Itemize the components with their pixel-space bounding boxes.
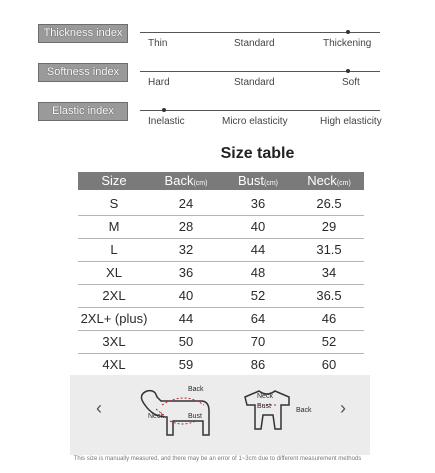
cell-back: 24: [178, 196, 194, 211]
cell-back: 44: [178, 311, 194, 326]
thickness-marker: [346, 30, 350, 34]
cell-back: 50: [178, 334, 194, 349]
dog-label-bust: Bust: [188, 413, 203, 420]
cell-size: S: [109, 196, 119, 211]
header-bust: Bust(cm): [237, 173, 278, 188]
thickness-option-thickening: Thickening: [323, 38, 372, 49]
cell-size: 2XL+ (plus): [80, 311, 148, 326]
elastic-scale-line: [140, 110, 380, 111]
cell-neck: 26.5: [316, 196, 342, 211]
cell-bust: 40: [250, 219, 266, 234]
cell-neck: 31.5: [316, 242, 342, 257]
cell-back: 59: [178, 357, 194, 372]
cell-size: XL: [106, 265, 122, 280]
softness-option-hard: Hard: [148, 77, 170, 88]
chevron-right-icon[interactable]: ›: [340, 398, 346, 418]
table-row: [78, 215, 364, 238]
cell-neck: 60: [321, 357, 337, 372]
softness-option-standard: Standard: [234, 77, 275, 88]
table-row: [78, 353, 364, 376]
header-back: Back(cm): [164, 173, 208, 188]
elastic-option-high: High elasticity: [320, 116, 382, 127]
dog-label-back: Back: [188, 386, 204, 393]
header-neck: Neck(cm): [307, 173, 351, 188]
elastic-index-label: Elastic index: [38, 102, 128, 121]
cell-bust: 70: [250, 334, 266, 349]
thickness-index-label: Thickness index: [38, 24, 128, 43]
cell-size: 4XL: [102, 357, 126, 372]
garment-label-back: Back: [296, 407, 312, 414]
cell-size: L: [110, 242, 118, 257]
measurement-note: This size is manually measured, and there may be an error of 1~3cm due to different measurement methods: [73, 456, 362, 462]
garment-label-neck: Neck: [257, 393, 273, 400]
elastic-option-micro: Micro elasticity: [222, 116, 288, 127]
cell-back: 40: [178, 288, 194, 303]
chevron-left-icon[interactable]: ‹: [96, 398, 102, 418]
table-row: [78, 261, 364, 284]
cell-bust: 44: [250, 242, 266, 257]
cell-back: 36: [178, 265, 194, 280]
cell-bust: 52: [250, 288, 266, 303]
cell-size: M: [108, 219, 120, 234]
softness-marker: [346, 69, 350, 73]
table-row: [78, 192, 364, 215]
cell-bust: 64: [250, 311, 266, 326]
elastic-marker: [162, 108, 166, 112]
elastic-option-inelastic: Inelastic: [148, 116, 185, 127]
table-row: [78, 330, 364, 353]
cell-size: 3XL: [102, 334, 126, 349]
table-row: [78, 307, 364, 330]
dog-and-garment-drawing: [70, 375, 370, 455]
cell-neck: 34: [321, 265, 337, 280]
dog-label-neck: Neck: [148, 413, 164, 420]
table-row: [78, 284, 364, 307]
thickness-option-standard: Standard: [234, 38, 275, 49]
softness-scale-line: [140, 71, 380, 72]
size-table-header: [78, 172, 364, 190]
header-size: Size: [101, 173, 127, 188]
softness-index-label: Softness index: [38, 63, 128, 82]
thickness-scale-line: [140, 32, 380, 33]
cell-bust: 86: [250, 357, 266, 372]
measurement-diagram: [70, 375, 370, 455]
cell-bust: 36: [250, 196, 266, 211]
table-row: [78, 238, 364, 261]
softness-option-soft: Soft: [342, 77, 360, 88]
cell-back: 32: [178, 242, 194, 257]
garment-label-bust: Bust: [257, 403, 272, 410]
thickness-option-thin: Thin: [148, 38, 168, 49]
cell-back: 28: [178, 219, 194, 234]
cell-bust: 48: [250, 265, 266, 280]
cell-size: 2XL: [102, 288, 126, 303]
size-table-title: Size table: [220, 145, 295, 162]
cell-neck: 52: [321, 334, 337, 349]
cell-neck: 36.5: [316, 288, 342, 303]
cell-neck: 46: [321, 311, 337, 326]
cell-neck: 29: [321, 219, 337, 234]
